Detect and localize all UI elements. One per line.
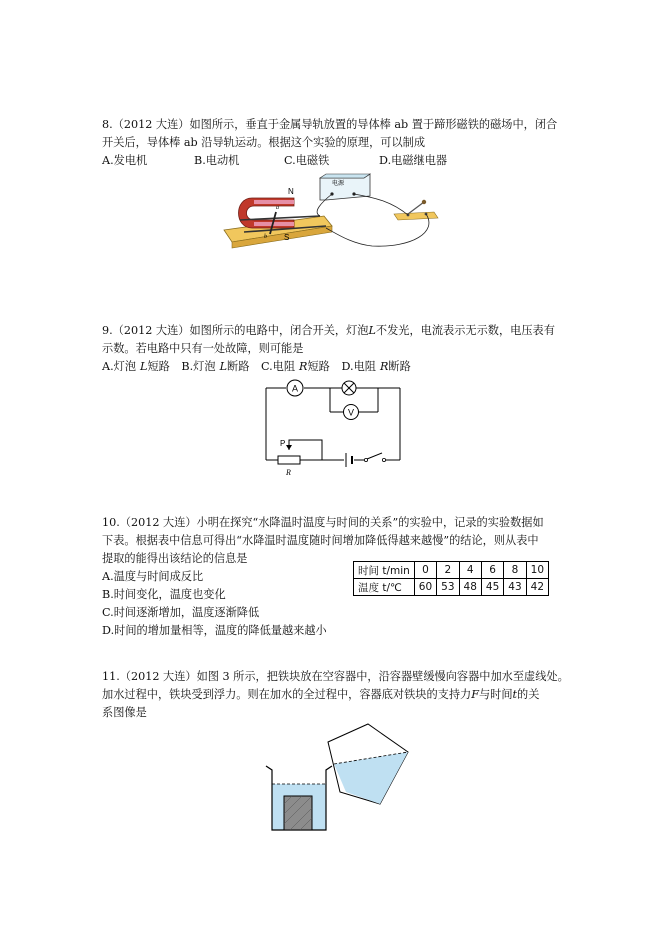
table-cell: 10	[526, 562, 548, 579]
table-cell: 42	[526, 579, 548, 596]
table-cell: 0	[414, 562, 436, 579]
q8-line-1: 8.（2012 大连）如图所示，垂直于金属导轨放置的导体棒 ab 置于蹄形磁铁的磁场中，闭合	[102, 118, 558, 131]
question-8	[102, 116, 572, 170]
q9-option-d[interactable]: D.电阻 R断路	[341, 360, 411, 373]
pouring-container	[328, 724, 408, 804]
table-row-time	[354, 562, 549, 579]
table-row-label-temperature: 温度 t/℃	[354, 579, 415, 596]
q9-options	[102, 358, 572, 376]
resistor-label: R	[286, 468, 291, 477]
q10-line-1: 10.（2012 大连）小明在探究“水降温时温度与时间的关系”的实验中，记录的实验数据如	[102, 516, 544, 529]
switch-icon	[367, 453, 382, 459]
q10-line-2: 下表。根据表中信息可得出“水降温时温度随时间增加降低得越来越慢”的结论，则从表中	[102, 534, 539, 547]
fig-label-north: N	[288, 187, 294, 196]
q9-option-c[interactable]: C.电阻 R短路	[260, 360, 330, 373]
q10-option-c[interactable]: C.时间逐渐增加，温度逐渐降低	[102, 606, 260, 619]
table-cell: 45	[481, 579, 503, 596]
q10-option-d[interactable]: D.时间的增加量相等，温度的降低量越来越小	[102, 624, 327, 637]
table-cell: 4	[459, 562, 481, 579]
table-cell: 43	[504, 579, 526, 596]
q8-option-b[interactable]: B.电动机	[194, 154, 240, 167]
q9-line-2: 示数。若电路中只有一处故障，则可能是	[102, 342, 304, 355]
q11-line-1: 11.（2012 大连）如图 3 所示，把铁块放在空容器中，沿容器壁缓慢向容器中加水至虚线处。	[102, 670, 569, 683]
q10-option-b[interactable]: B.时间变化，温度也变化	[102, 588, 226, 601]
table-cell: 6	[481, 562, 503, 579]
q10-line-3: 提取的能得出该结论的信息是	[102, 552, 248, 565]
q11-line-2: 加水过程中，铁块受到浮力。则在加水的全过程中，容器底对铁块的支持力F与时间t的关	[102, 688, 540, 701]
q8-line-2: 开关后，导体棒 ab 沿导轨运动。根据这个实验的原理，可以制成	[102, 136, 426, 149]
table-cell: 8	[504, 562, 526, 579]
table-cell: 48	[459, 579, 481, 596]
iron-block	[284, 796, 312, 830]
question-9	[102, 322, 572, 376]
table-cell: 2	[437, 562, 459, 579]
voltmeter-label: V	[347, 407, 355, 418]
q11-figure-containers	[262, 720, 432, 832]
q11-line-3: 系图像是	[102, 706, 147, 719]
table-row-temperature	[354, 579, 549, 596]
switch	[394, 212, 438, 220]
slider-label: P	[280, 439, 286, 448]
q10-data-table	[353, 561, 549, 596]
resistor-icon	[278, 456, 300, 464]
q9-option-a[interactable]: A.灯泡 L短路	[102, 360, 170, 373]
q8-options	[102, 152, 572, 170]
table-cell: 53	[437, 579, 459, 596]
ammeter-label: A	[291, 383, 299, 394]
q8-figure-motor-experiment	[212, 172, 452, 256]
question-11	[102, 668, 572, 722]
q8-option-c[interactable]: C.电磁铁	[284, 154, 330, 167]
table-cell: 60	[414, 579, 436, 596]
q10-option-a[interactable]: A.温度与时间成反比	[102, 570, 204, 583]
q8-option-d[interactable]: D.电磁继电器	[379, 154, 448, 167]
fig-label-a: a	[276, 205, 279, 211]
power-supply-label: 电源	[332, 180, 345, 187]
table-row-label-time: 时间 t/min	[354, 562, 415, 579]
q9-line-1: 9.（2012 大连）如图所示的电路中，闭合开关，灯泡L不发光，电流表示无示数，电压表有	[102, 324, 555, 337]
fig-label-b: b	[264, 234, 267, 240]
q9-option-b[interactable]: B.灯泡 L断路	[181, 360, 250, 373]
q8-option-a[interactable]: A.发电机	[102, 154, 148, 167]
q9-figure-circuit	[260, 378, 410, 480]
fig-label-south: S	[284, 233, 290, 242]
